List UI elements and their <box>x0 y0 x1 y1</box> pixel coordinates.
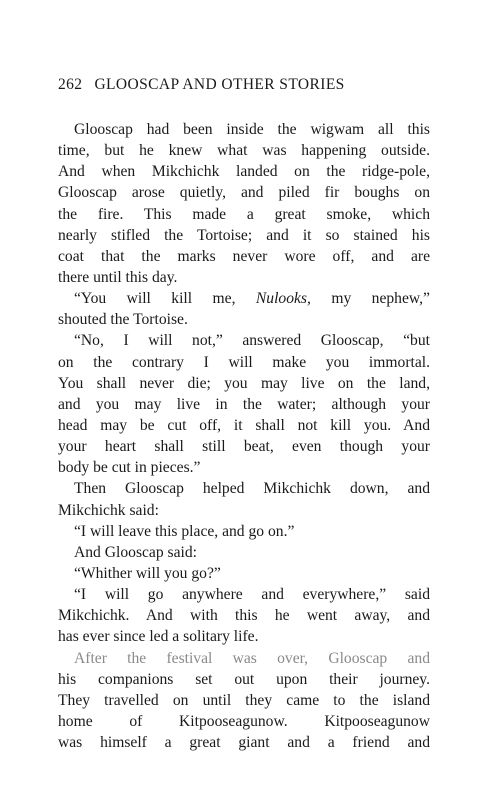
text-line <box>58 288 430 309</box>
text-line: and you may live in the water; although your <box>58 395 430 413</box>
text-line: your heart shall still beat, even though your <box>58 438 430 456</box>
text-line: home of Kitpooseagunow. Kitpooseagunow <box>58 712 430 730</box>
text-line: “I will go anywhere and everywhere,” said <box>74 586 430 604</box>
text-line: shouted the Tortoise. <box>58 311 188 329</box>
text-line: Glooscap arose quietly, and piled fir boughs on <box>58 184 430 202</box>
text-line: After the festival was over, Glooscap and <box>74 649 430 667</box>
text-line: has ever since led a solitary life. <box>58 628 259 646</box>
text-line: the fire. This made a great smoke, which <box>58 205 430 223</box>
text-line: time, but he knew what was happening outside. <box>58 142 430 160</box>
text-line: “I will leave this place, and go on.” <box>74 522 295 540</box>
text-line: Glooscap had been inside the wigwam all this <box>74 121 430 138</box>
text-line: Mikchichk. And with this he went away, and <box>58 607 430 625</box>
text-fragment: “You will kill me, <box>74 290 236 308</box>
running-title: GLOOSCAP AND OTHER STORIES <box>94 76 345 93</box>
body-text <box>58 119 430 753</box>
text-line: his companions set out upon their journey. <box>58 670 430 688</box>
text-line: Then Glooscap helped Mikchichk down, and <box>74 480 430 498</box>
text-line: “Whither will you go?” <box>74 564 221 582</box>
text-line: head may be cut off, it shall not kill you. And <box>58 416 430 434</box>
text-line: nearly stifled the Tortoise; and it so stained his <box>58 226 430 244</box>
text-line: “No, I will not,” answered Glooscap, “but <box>74 332 430 350</box>
text-line: there until this day. <box>58 268 178 286</box>
text-line: And when Mikchichk landed on the ridge-pole, <box>58 163 430 181</box>
text-line: was himself a great giant and a friend and <box>58 734 430 752</box>
text-line: You shall never die; you may live on the land, <box>58 374 430 392</box>
page-number: 262 <box>58 76 83 93</box>
text-line: on the contrary I will make you immortal. <box>58 353 430 371</box>
text-line: And Glooscap said: <box>74 543 197 561</box>
text-line: They travelled on until they came to the island <box>58 691 430 709</box>
text-line: coat that the marks never wore off, and are <box>58 247 430 265</box>
running-head <box>58 76 438 94</box>
text-line: Mikchichk said: <box>58 501 159 519</box>
text-fragment: my nephew,” <box>331 290 430 308</box>
text-line: body be cut in pieces.” <box>58 459 201 477</box>
italic-word: Nulooks, <box>255 290 311 308</box>
